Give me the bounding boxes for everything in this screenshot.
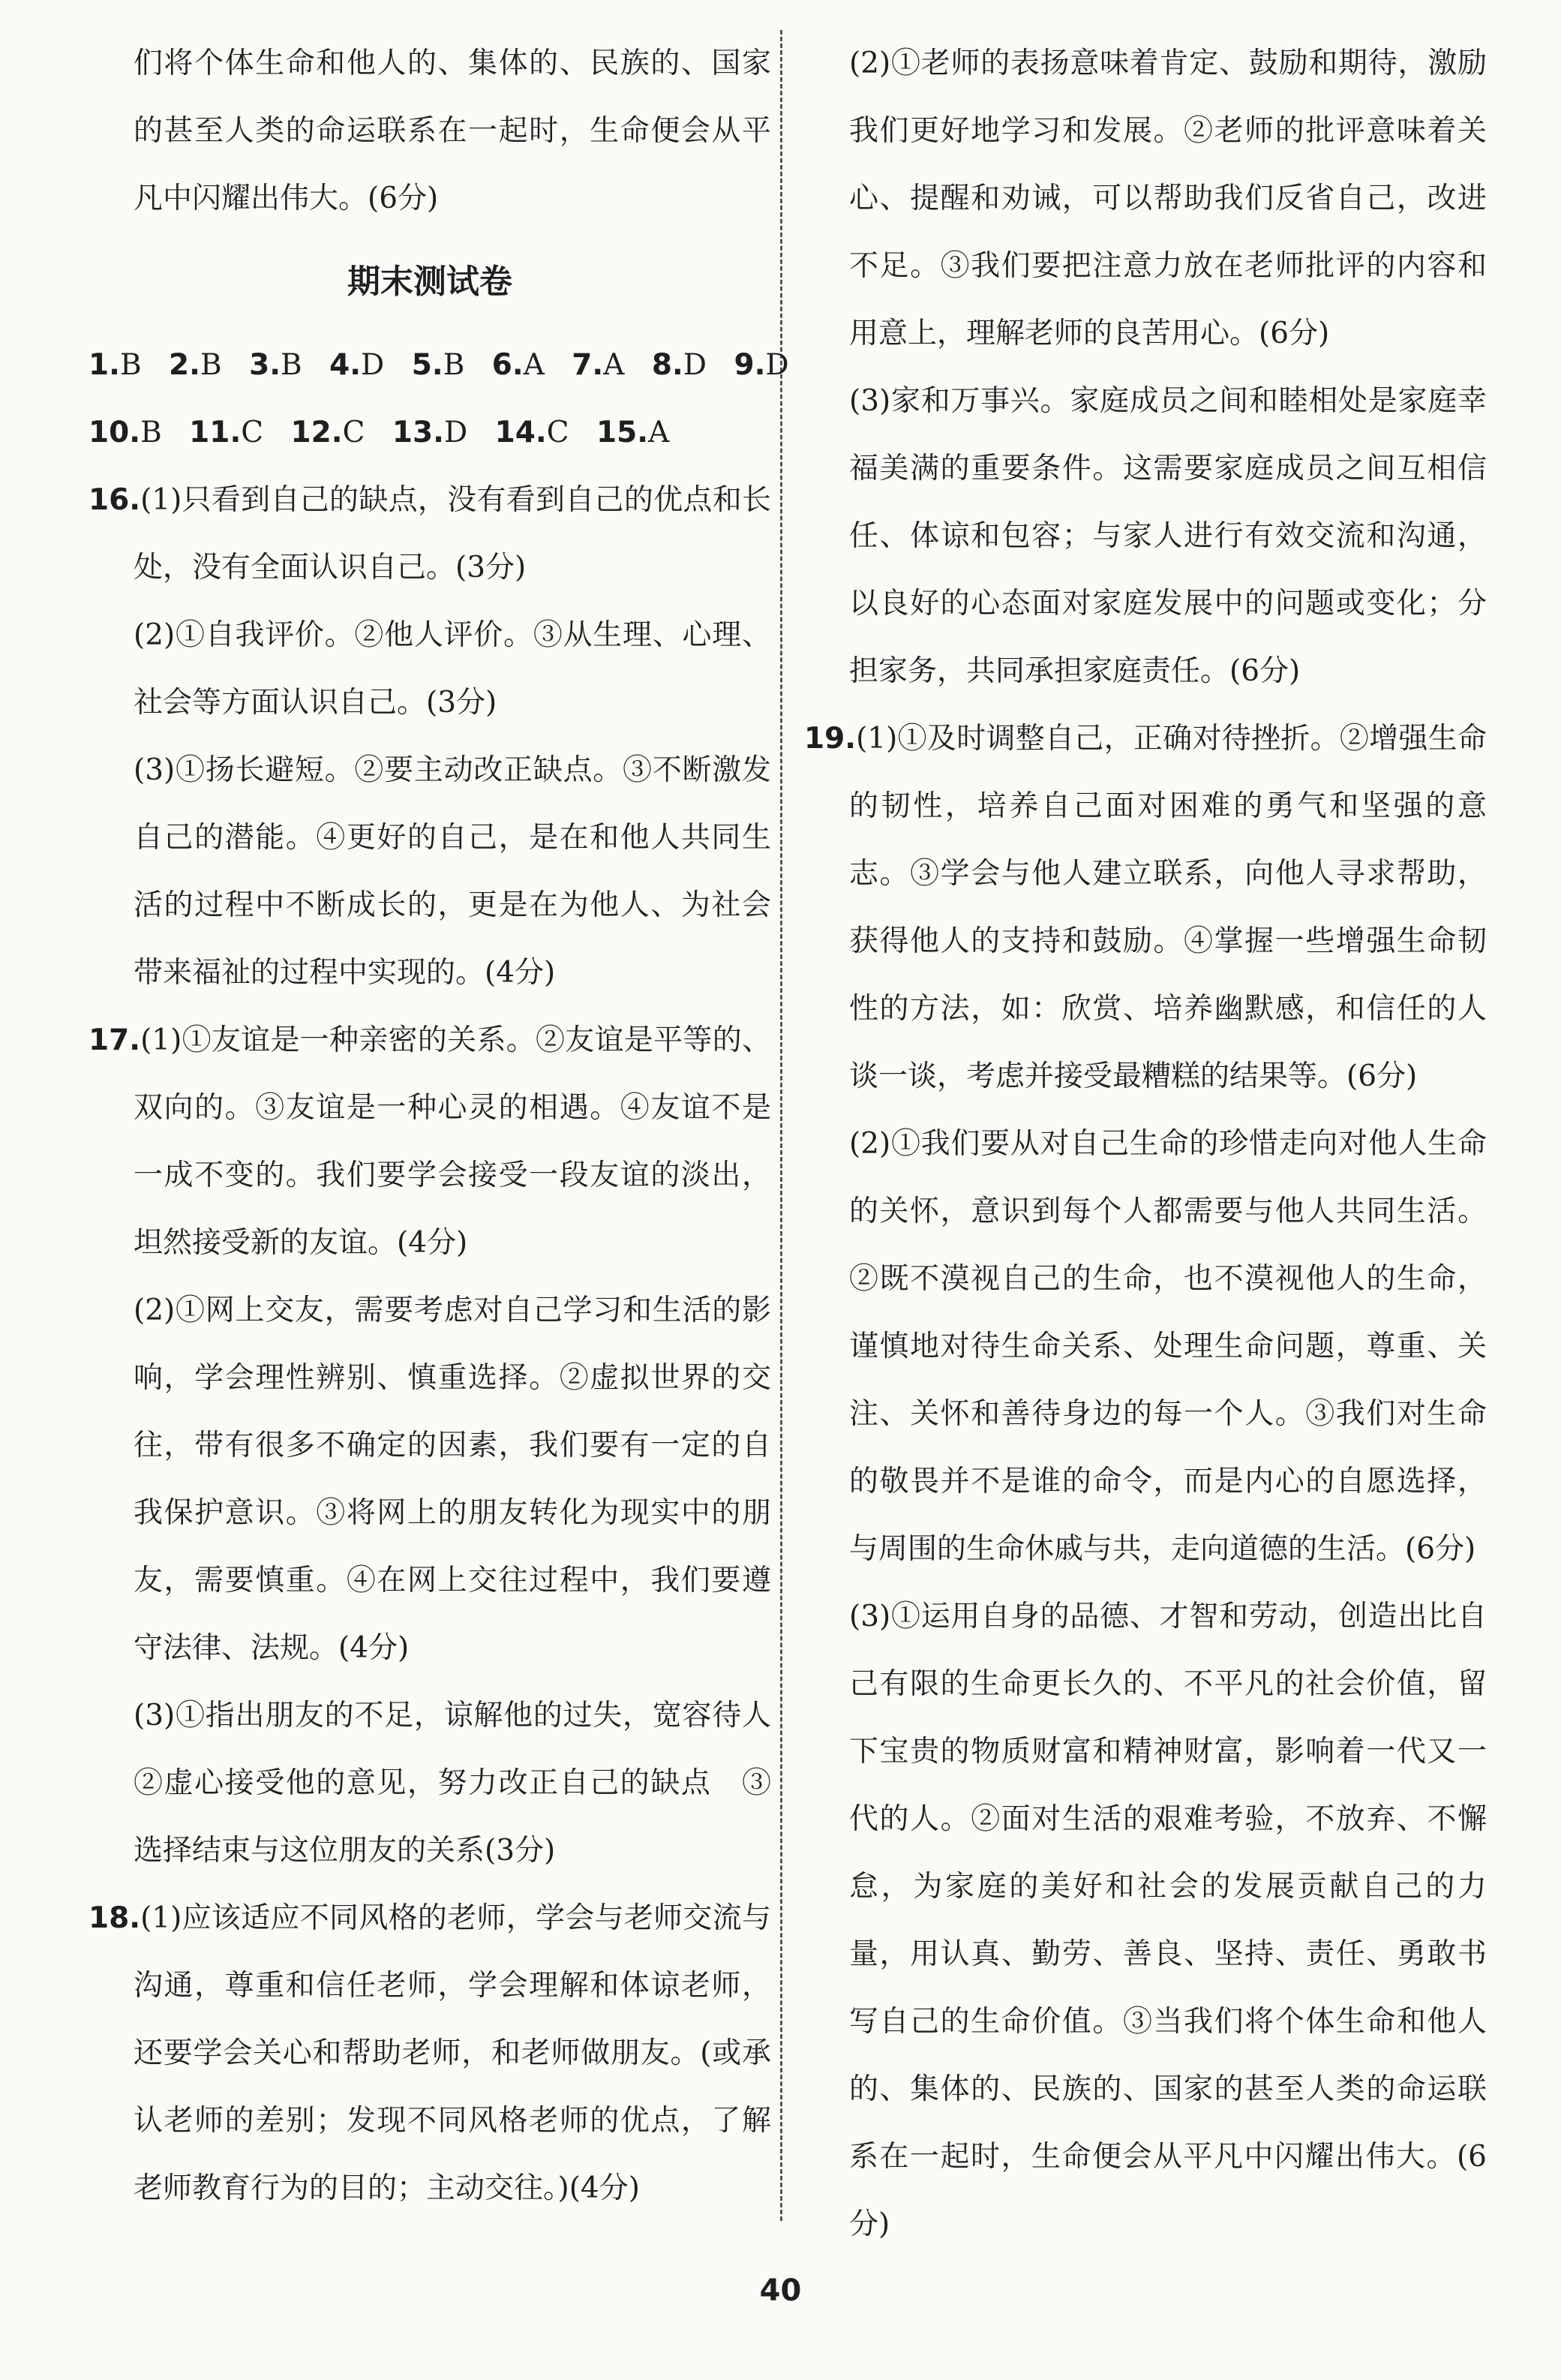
right-column [804, 30, 1487, 2258]
question-17-part-1: 17.(1)①友谊是一种亲密的关系。②友谊是平等的、双向的。③友谊是一种心灵的相遇。④友谊不是一成不变的。我们要学会接受一段友谊的淡出，坦然接受新的友谊。(4分) [89, 1023, 771, 1260]
answer-item: 14.C [494, 416, 569, 449]
question-16-part-2: (2)①自我评价。②他人评价。③从生理、心理、社会等方面认识自己。(3分) [134, 618, 771, 720]
answer-item: 15.A [596, 416, 670, 449]
question-19-part-2: (2)①我们要从对自己生命的珍惜走向对他人生命的关怀，意识到每个人都需要与他人共同生活。②既不漠视自己的生命，也不漠视他人的生命，谨慎地对待生命关系、处理生命问题，尊重、关注、关怀和善待身边的每一个人。③我们对生命的敬畏并不是谁的命令，而是内心的自愿选择，与周围的生命休戚与共，走向道德的生活。(6分) [849, 1127, 1487, 1566]
answer-item: 12.C [290, 416, 365, 449]
answer-key-row-2 [89, 399, 771, 467]
question-17-part-3: (3)①指出朋友的不足，谅解他的过失，宽容待人 ②虚心接受他的意见，努力改正自己的缺点 ③选择结束与这位朋友的关系(3分) [134, 1699, 801, 1868]
question-18-part-2: (2)①老师的表扬意味着肯定、鼓励和期待，激励我们更好地学习和发展。②老师的批评意味着关心、提醒和劝诫，可以帮助我们反省自己，改进不足。③我们要把注意力放在老师批评的内容和用意上，理解老师的良苦用心。(6分) [849, 47, 1487, 350]
question-17-part-2: (2)①网上交友，需要考虑对自己学习和生活的影响，学会理性辨别、慎重选择。②虚拟世界的交往，带有很多不确定的因素，我们要有一定的自我保护意识。③将网上的朋友转化为现实中的朋友，需要慎重。④在网上交往过程中，我们要遵守法律、法规。(4分) [134, 1294, 771, 1665]
answer-item: 3.B [249, 348, 302, 382]
question-16-part-1: 16.(1)只看到自己的缺点，没有看到自己的优点和长处，没有全面认识自己。(3分) [89, 483, 771, 584]
answer-item: 4.D [329, 348, 385, 382]
answer-item: 9.D [734, 348, 789, 382]
answer-key-row-1 [89, 332, 789, 399]
page-number: 40 [759, 2273, 802, 2308]
answer-item: 1.B [89, 348, 142, 382]
answer-item: 11.C [189, 416, 264, 449]
question-18-part-3: (3)家和万事兴。家庭成员之间和睦相处是家庭幸福美满的重要条件。这需要家庭成员之间互相信任、体谅和包容；与家人进行有效交流和沟通，以良好的心态面对家庭发展中的问题或变化；分担家务，共同承担家庭责任。(6分) [849, 384, 1487, 688]
answer-item: 13.D [392, 416, 468, 449]
question-19-part-3: (3)①运用自身的品德、才智和劳动，创造出比自己有限的生命更长久的、不平凡的社会价值，留下宝贵的物质财富和精神财富，影响着一代又一代的人。②面对生活的艰难考验，不放弃、不懈怠，为家庭的美好和社会的发展贡献自己的力量，用认真、勤劳、善良、坚持、责任、勇敢书写自己的生命价值。③当我们将个体生命和他人的、集体的、民族的、国家的甚至人类的命运联系在一起时，生命便会从平凡中闪耀出伟大。(6分) [849, 1600, 1487, 2241]
question-16-part-3: (3)①扬长避短。②要主动改正缺点。③不断激发自己的潜能。④更好的自己，是在和他人共同生活的过程中不断成长的，更是在为他人、为社会带来福祉的过程中实现的。(4分) [134, 753, 771, 990]
answer-item: 6.A [491, 348, 545, 382]
answer-item: 5.B [411, 348, 465, 382]
question-19-part-1: 19.(1)①及时调整自己，正确对待挫折。②增强生命的韧性，培养自己面对困难的勇气和坚强的意志。③学会与他人建立联系，向他人寻求帮助，获得他人的支持和鼓励。④掌握一些增强生命韧性的方法，如：欣赏、培养幽默感，和信任的人谈一谈，考虑并接受最糟糕的结果等。(6分) [804, 722, 1487, 1093]
answer-item: 2.B [169, 348, 222, 382]
left-column [89, 30, 801, 2222]
answer-item: 8.D [651, 348, 707, 382]
answer-item: 10.B [89, 416, 162, 449]
continued-answer-text: 们将个体生命和他人的、集体的、民族的、国家的甚至人类的命运联系在一起时，生命便会从平凡中闪耀出伟大。(6分) [134, 47, 771, 215]
answer-item: 7.A [572, 348, 625, 382]
section-title: 期末测试卷 [347, 263, 512, 301]
question-18-part-1: 18.(1)应该适应不同风格的老师，学会与老师交流与沟通，尊重和信任老师，学会理解和体谅老师，还要学会关心和帮助老师，和老师做朋友。(或承认老师的差别；发现不同风格老师的优点，了解老师教育行为的目的；主动交往。)(4分) [89, 1901, 771, 2205]
